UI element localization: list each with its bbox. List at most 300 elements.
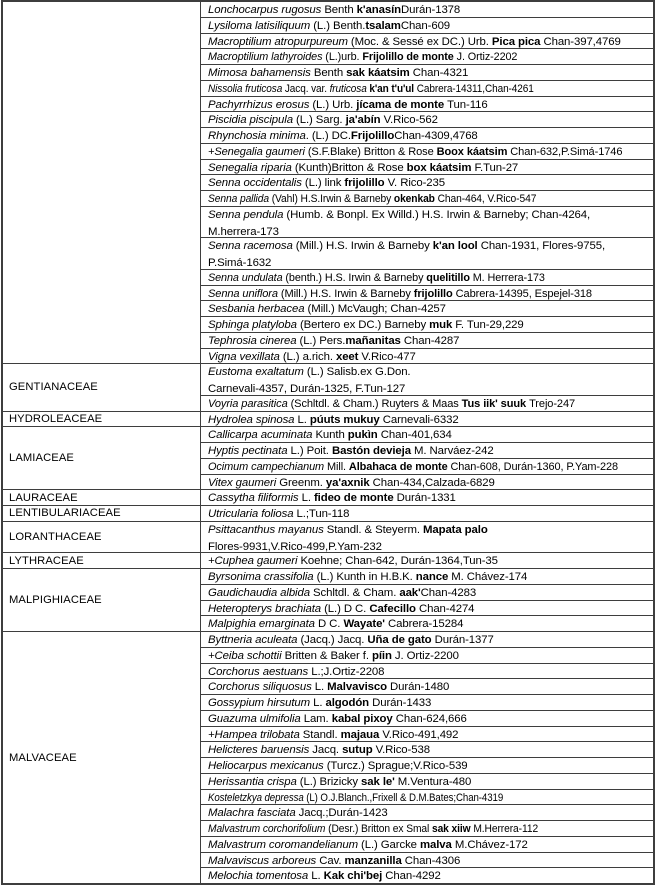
species-row	[201, 585, 653, 601]
species-row	[201, 790, 653, 806]
row-line	[208, 553, 653, 568]
scientific-name: Malachra fasciata	[208, 807, 299, 820]
family-group	[3, 2, 653, 364]
common-name: pukìn	[347, 429, 381, 442]
author-citation: Durán-1378	[401, 4, 461, 16]
species-row	[201, 475, 653, 490]
species-row	[201, 128, 653, 144]
row-text	[208, 192, 536, 207]
common-name: algodón	[325, 697, 373, 709]
row-line	[208, 853, 653, 869]
author-citation: Jacq.;Durán-1423	[298, 807, 388, 820]
author-citation: (Jacq.) Jacq.	[300, 634, 368, 646]
scientific-name: Gossypium hirsutum	[208, 697, 314, 709]
common-name: mañanitas	[345, 334, 404, 347]
author-citation: Benth	[324, 4, 357, 16]
row-line	[208, 49, 653, 65]
author-citation: Chan-608, Durán-1360, P.Yam-228	[450, 460, 618, 473]
family-name: HYDROLEACEAE	[9, 412, 103, 425]
row-line	[208, 381, 653, 396]
author-citation: J. Ortiz-2202	[456, 51, 518, 64]
row-text	[208, 256, 271, 270]
row-line	[208, 443, 653, 459]
author-citation: (Humb. & Bonpl. Ex Willd.) H.S. Irwin & Barneby; Chan-4264,	[286, 208, 591, 221]
species-row	[201, 396, 653, 411]
scientific-name: Psittacanthus mayanus	[208, 523, 327, 536]
scientific-name: Senna pendula	[208, 208, 287, 221]
author-citation: Schltdl. & Cham.	[313, 586, 400, 599]
author-citation: (Moc. & Sessé ex DC.) Urb.	[350, 35, 492, 48]
row-text	[208, 743, 430, 758]
row-line	[208, 191, 653, 207]
row-line	[208, 175, 653, 191]
author-citation: Carnevali-4357, Durán-1325, F.Tun-127	[208, 383, 406, 395]
row-line	[208, 160, 653, 176]
family-cell	[3, 2, 201, 363]
author-citation: (L.) D C.	[324, 602, 370, 615]
row-line	[208, 81, 653, 97]
author-citation: (L) O.J.Blanch.,Frixell & D.M.Bates;Chan-4319	[306, 791, 504, 804]
species-rows	[201, 569, 653, 631]
author-citation: Cabrera-14395, Espejel-318	[455, 287, 592, 300]
row-line	[208, 238, 653, 255]
species-row	[201, 648, 653, 664]
author-citation: Chan-434,Calzada-6829	[372, 476, 495, 489]
row-line	[208, 301, 653, 317]
row-text	[208, 540, 382, 553]
scientific-name: +Hampea trilobata	[208, 728, 303, 741]
row-text	[208, 806, 388, 821]
author-citation: (Turcz.) Sprague;V.Rico-539	[326, 760, 468, 772]
author-citation: M.herrera-173	[208, 225, 279, 238]
author-citation: Britten & Baker f.	[284, 649, 372, 662]
common-name: Tus iik' suuk	[461, 397, 530, 410]
scientific-name: Malvastrum corchorifolium	[208, 823, 329, 835]
scientific-name: Sesbania herbacea	[208, 303, 308, 316]
species-table	[1, 0, 655, 885]
species-row	[201, 333, 653, 349]
row-text	[208, 145, 622, 160]
author-citation: Carnevali-6332	[382, 413, 459, 426]
species-row	[201, 65, 653, 81]
row-text	[208, 633, 494, 648]
scientific-name: Heteropterys brachiata	[208, 602, 325, 615]
author-citation: (L.) Salisb.ex G.Don.	[306, 366, 411, 379]
common-name: ya'axnik	[325, 476, 373, 489]
row-text	[208, 728, 458, 743]
row-text	[208, 3, 460, 18]
species-row	[201, 160, 653, 176]
species-rows	[201, 412, 653, 427]
row-text	[208, 35, 621, 50]
species-row	[201, 317, 653, 333]
author-citation: V.Rico-491,492	[382, 728, 459, 741]
species-row	[201, 805, 653, 821]
scientific-name: Senna pallida	[208, 193, 272, 205]
author-citation: Chan-397,4769	[543, 35, 621, 48]
species-row	[201, 868, 653, 883]
common-name: manzanilla	[344, 854, 405, 867]
row-line	[208, 805, 653, 821]
row-text	[208, 239, 605, 254]
row-line	[208, 758, 653, 774]
common-name: k'an lool	[432, 240, 481, 253]
scientific-name: Malpighia emarginata	[208, 618, 318, 631]
common-name: fideo de monte	[313, 492, 397, 505]
common-name: k'an t'u'ul	[369, 82, 417, 95]
row-text	[208, 334, 459, 349]
common-name: Uña de gato	[367, 634, 435, 646]
author-citation: (L.) a.rich.	[282, 350, 336, 363]
author-citation: Jacq. var.	[284, 82, 330, 95]
row-line	[208, 97, 653, 113]
family-cell	[3, 412, 201, 427]
common-name: quelitillo	[426, 271, 473, 284]
author-citation: V.Rico-538	[375, 744, 430, 757]
scientific-name: Kosteletzkya depressa	[208, 791, 307, 804]
common-name: ja'abín	[345, 114, 384, 127]
common-name: Malvavisco	[327, 681, 391, 694]
row-text	[208, 602, 474, 617]
row-line	[208, 270, 653, 286]
row-text	[208, 791, 503, 806]
scientific-name: Heliocarpus mexicanus	[208, 760, 327, 772]
author-citation: (S.F.Blake) Britton & Rose	[307, 145, 437, 158]
row-text	[208, 838, 528, 853]
author-citation: P.Simá-1632	[208, 257, 272, 269]
scientific-name: Malvastrum coromandelianum	[208, 838, 362, 851]
author-citation: Durán-1480	[390, 681, 450, 694]
row-line	[208, 224, 653, 239]
family-group	[3, 553, 653, 569]
species-row	[201, 112, 653, 128]
family-name: MALVACEAE	[9, 751, 77, 764]
author-citation: (L.) Pers.	[299, 334, 346, 347]
row-text	[208, 712, 467, 727]
author-citation: Standl.	[302, 728, 341, 741]
species-row	[201, 175, 653, 191]
common-name: malva	[419, 838, 455, 851]
species-row	[201, 238, 653, 270]
row-text	[208, 491, 456, 505]
common-name: púuts mukuy	[309, 413, 383, 426]
row-text	[208, 82, 534, 97]
author-citation: (L.)urb.	[325, 51, 363, 64]
species-row	[201, 490, 653, 505]
author-citation: Koehne; Chan-642, Durán-1364,Tun-35	[300, 555, 498, 568]
common-name: Pica pica	[491, 35, 544, 48]
author-citation: L.	[297, 413, 310, 426]
common-name: Mapata palo	[422, 523, 488, 536]
common-name: tsalam	[365, 19, 401, 32]
common-name: kabal pixoy	[331, 712, 396, 725]
row-line	[208, 144, 653, 160]
species-row	[201, 553, 653, 568]
species-rows	[201, 2, 653, 363]
species-rows	[201, 364, 653, 410]
row-text	[208, 523, 488, 538]
row-text	[208, 869, 441, 883]
common-name: box káatsim	[406, 161, 475, 174]
row-line	[208, 742, 653, 758]
common-name: jícama de monte	[356, 98, 448, 111]
row-line	[208, 821, 653, 837]
row-text	[208, 428, 452, 443]
family-name: LYTHRACEAE	[9, 554, 84, 567]
scientific-name: +Senegalia gaumeri	[208, 145, 308, 158]
author-citation: (L.) link	[304, 177, 345, 190]
species-row	[201, 459, 653, 475]
row-line	[208, 695, 653, 711]
family-cell	[3, 522, 201, 553]
common-name: muk	[429, 319, 456, 331]
author-citation: M. Chávez-174	[451, 571, 528, 583]
scientific-name: +Ceiba schottii	[208, 649, 285, 662]
species-row	[201, 632, 653, 648]
author-citation: L.	[313, 697, 326, 709]
row-line	[208, 255, 653, 270]
scientific-name: Piscidia piscipula	[208, 114, 297, 127]
author-citation: Tun-116	[447, 98, 488, 111]
family-cell	[3, 364, 201, 410]
author-citation: Durán-1433	[372, 697, 432, 709]
species-rows	[201, 522, 653, 553]
row-text	[208, 66, 468, 81]
scientific-name: fruticosa	[329, 82, 370, 95]
scientific-name: Byttneria aculeata	[208, 634, 301, 646]
row-text	[208, 50, 517, 65]
family-group	[3, 522, 653, 554]
row-line	[208, 774, 653, 790]
row-line	[208, 616, 653, 631]
species-rows	[201, 553, 653, 568]
author-citation: Trejo-247	[529, 397, 576, 410]
row-line	[208, 207, 653, 224]
row-text	[208, 460, 618, 475]
row-text	[208, 413, 459, 427]
family-name: LAMIACEAE	[9, 452, 74, 465]
species-row	[201, 349, 653, 364]
scientific-name: Ocimum campechianum	[208, 460, 328, 473]
row-text	[208, 665, 384, 680]
family-cell	[3, 569, 201, 631]
author-citation: M. Herrera-173	[472, 271, 545, 284]
author-citation: Durán-1377	[434, 634, 494, 646]
author-citation: F.Tun-27	[474, 161, 519, 174]
row-line	[208, 539, 653, 553]
row-text	[208, 759, 468, 774]
author-citation: D C.	[317, 618, 344, 631]
author-citation: Chan-1931, Flores-9755,	[480, 240, 606, 253]
species-row	[201, 286, 653, 302]
species-row	[201, 679, 653, 695]
author-citation: M. Narváez-242	[414, 445, 494, 457]
author-citation: (L.) Sarg.	[296, 114, 346, 127]
scientific-name: Senna racemosa	[208, 240, 296, 253]
common-name: sak le'	[361, 775, 398, 788]
author-citation: Chan-624,666	[395, 712, 467, 725]
species-rows	[201, 427, 653, 489]
row-line	[208, 868, 653, 883]
family-group	[3, 490, 653, 506]
scientific-name: Hyptis pectinata	[208, 445, 291, 457]
row-line	[208, 412, 653, 427]
species-row	[201, 34, 653, 50]
family-name: MALPIGHIACEAE	[9, 594, 102, 606]
scientific-name: Corchorus siliquosus	[208, 681, 315, 694]
common-name: frijolillo	[344, 177, 388, 190]
author-citation: Chan-4287	[403, 334, 460, 347]
scientific-name: Utricularia foliosa	[208, 508, 297, 520]
species-row	[201, 364, 653, 396]
common-name: Cafecillo	[369, 602, 419, 615]
common-name: xeet	[335, 350, 362, 363]
scientific-name: Malvaviscus arboreus	[208, 854, 320, 867]
row-text	[208, 19, 450, 34]
family-group	[3, 364, 653, 411]
species-row	[201, 616, 653, 631]
scientific-name: Guazuma ulmifolia	[208, 712, 304, 725]
author-citation: (Schltdl. & Cham.) Ruyters & Maas	[290, 397, 462, 410]
row-text	[208, 350, 416, 364]
author-citation: (Bertero ex DC.) Barneby	[299, 319, 430, 331]
common-name: Kak chi'bej	[323, 870, 386, 883]
common-name: sutup	[342, 744, 376, 757]
family-group	[3, 506, 653, 522]
row-line	[208, 790, 653, 806]
author-citation: Mill.	[327, 460, 349, 473]
row-text	[208, 570, 527, 585]
row-text	[208, 176, 445, 191]
author-citation: Chan-4306	[404, 854, 461, 867]
row-text	[208, 271, 545, 286]
common-name: frijolillo	[413, 287, 456, 300]
species-row	[201, 270, 653, 286]
row-text	[208, 302, 446, 317]
row-text	[208, 397, 575, 411]
scientific-name: Vitex gaumeri	[208, 476, 280, 489]
author-citation: V. Rico-235	[387, 177, 445, 190]
row-text	[208, 775, 471, 790]
author-citation: Chan-4283	[420, 586, 477, 599]
row-text	[208, 208, 590, 223]
species-row	[201, 711, 653, 727]
family-cell	[3, 553, 201, 568]
family-group	[3, 412, 653, 428]
species-row	[201, 191, 653, 207]
row-line	[208, 632, 653, 648]
family-name: LENTIBULARIACEAE	[9, 507, 121, 520]
author-citation: Chan-401,634	[380, 429, 452, 442]
common-name: Frijolillo de monte	[362, 51, 457, 64]
species-row	[201, 81, 653, 97]
author-citation: L.	[301, 492, 314, 505]
species-row	[201, 727, 653, 743]
species-row	[201, 427, 653, 443]
author-citation: Cabrera-14311,Chan-4261	[416, 82, 534, 95]
row-text	[208, 854, 460, 869]
author-citation: Chan-632,P.Simá-1746	[510, 145, 623, 158]
common-name: majaua	[340, 728, 383, 741]
row-line	[208, 727, 653, 743]
species-row	[201, 774, 653, 790]
author-citation: L.	[311, 870, 324, 883]
scientific-name: Tephrosia cinerea	[208, 334, 300, 347]
author-citation: M.Chávez-172	[454, 838, 528, 851]
scientific-name: Senna occidentalis	[208, 177, 305, 190]
author-citation: (Desr.) Britton ex Smal	[328, 823, 432, 835]
row-line	[208, 490, 653, 505]
author-citation: Chan-609	[400, 19, 451, 32]
common-name: nance	[415, 571, 452, 583]
scientific-name: Senna uniflora	[208, 287, 281, 300]
author-citation: L.	[314, 681, 328, 694]
author-citation: Chan-4292	[385, 870, 441, 883]
common-name: aak'	[399, 586, 421, 599]
row-line	[208, 569, 653, 585]
author-citation: L.;Tun-118	[296, 508, 350, 520]
scientific-name: Callicarpa acuminata	[208, 429, 316, 442]
row-line	[208, 585, 653, 601]
family-group	[3, 569, 653, 632]
family-cell	[3, 506, 201, 521]
author-citation: (L.) Kunth in H.B.K.	[316, 571, 416, 583]
common-name: sak káatsim	[346, 67, 413, 79]
family-name: LORANTHACEAE	[9, 531, 102, 543]
row-text	[208, 98, 488, 113]
row-line	[208, 459, 653, 475]
author-citation: (L.) Benth.	[313, 19, 366, 32]
row-text	[208, 129, 478, 144]
species-rows	[201, 632, 653, 883]
row-line	[208, 112, 653, 128]
scientific-name: Vigna vexillata	[208, 350, 283, 363]
row-line	[208, 522, 653, 539]
author-citation: (L.) Urb.	[312, 98, 357, 111]
row-line	[208, 333, 653, 349]
family-group	[3, 427, 653, 490]
author-citation: L.) Poit.	[290, 445, 332, 457]
author-citation: Kunth	[315, 429, 348, 442]
author-citation: Greenm.	[279, 476, 326, 489]
author-citation: Durán-1331	[396, 492, 456, 505]
scientific-name: Cassytha filiformis	[208, 492, 302, 505]
species-row	[201, 758, 653, 774]
species-row	[201, 412, 653, 427]
scientific-name: Macroptilium lathyroides	[208, 51, 326, 64]
scientific-name: Hydrolea spinosa	[208, 413, 298, 426]
species-row	[201, 601, 653, 617]
row-text	[208, 287, 592, 302]
author-citation: Flores-9931,V.Rico-499,P.Yam-232	[208, 540, 382, 553]
row-line	[208, 679, 653, 695]
common-name: Albahaca de monte	[348, 460, 451, 473]
species-row	[201, 695, 653, 711]
scientific-name: Eustoma exaltatum	[208, 366, 307, 379]
scientific-name: +Cuphea gaumeri	[208, 555, 301, 568]
species-row	[201, 97, 653, 113]
scientific-name: Herissantia crispa	[208, 775, 300, 788]
common-name: sak xiiw	[431, 823, 474, 835]
species-row	[201, 49, 653, 65]
scientific-name: Gaudichaudia albida	[208, 586, 314, 599]
row-text	[208, 554, 498, 568]
author-citation: (Mill.) H.S. Irwin & Barneby	[280, 287, 414, 300]
species-rows	[201, 506, 653, 521]
row-text	[208, 586, 476, 601]
scientific-name: Senna undulata	[208, 271, 286, 284]
author-citation: Chan-464, V.Rico-547	[437, 193, 537, 205]
